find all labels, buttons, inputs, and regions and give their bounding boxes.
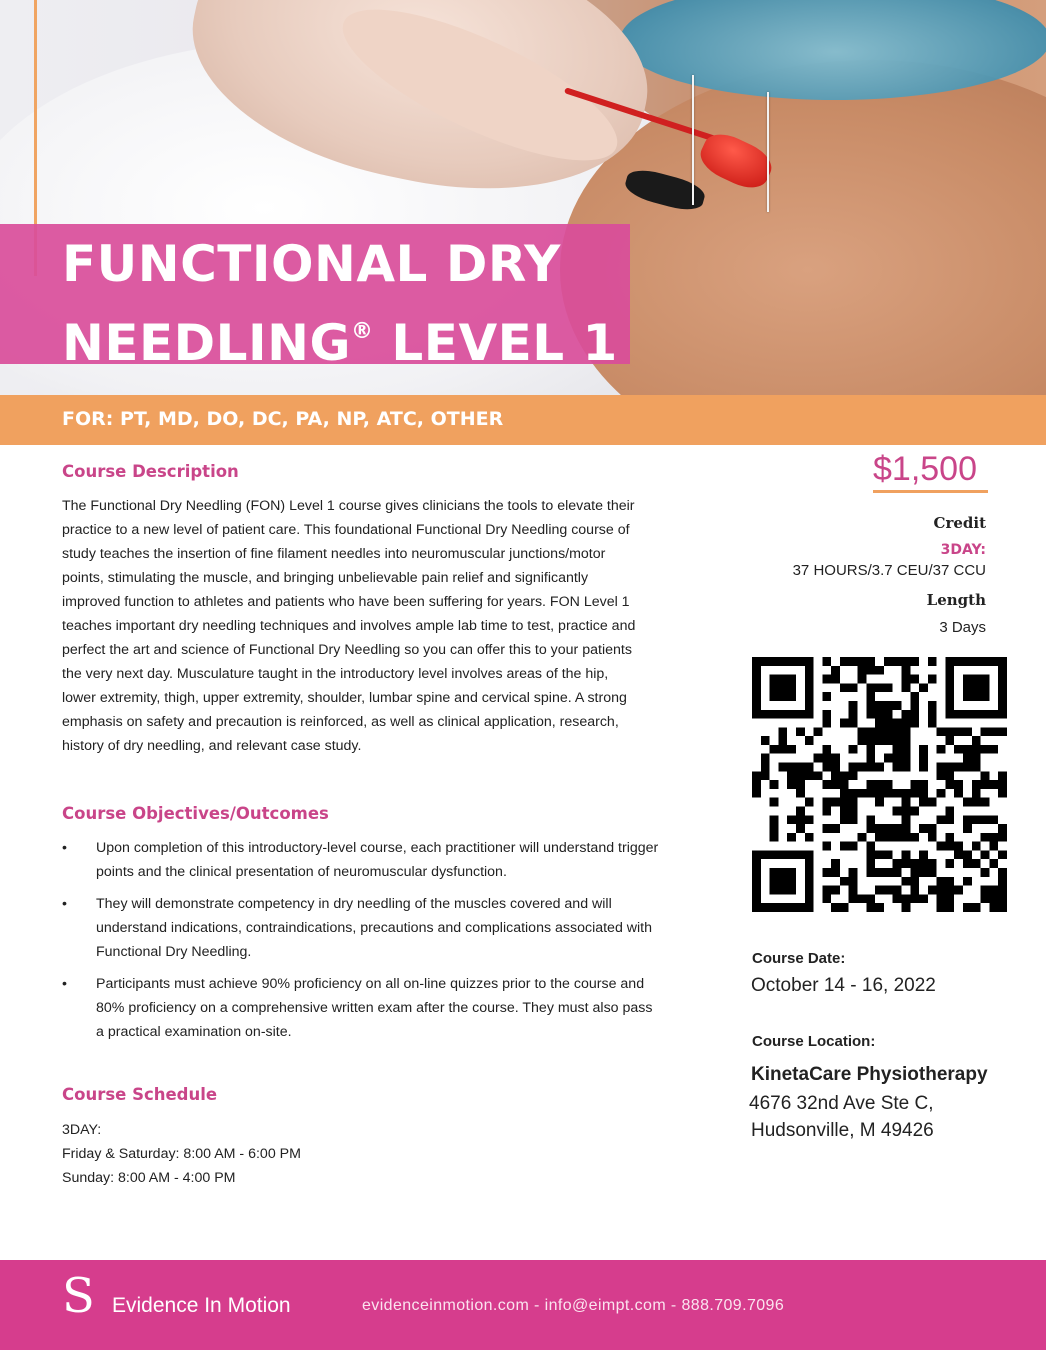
qr-code-icon[interactable] bbox=[752, 657, 1007, 912]
course-location-label: Course Location: bbox=[752, 1033, 876, 1050]
page-title bbox=[62, 230, 618, 377]
bullet-icon: • bbox=[62, 896, 67, 912]
course-schedule-heading: Course Schedule bbox=[62, 1085, 218, 1104]
schedule-line: Friday & Saturday: 8:00 AM - 6:00 PM bbox=[62, 1146, 301, 1162]
footer-brand: Evidence In Motion bbox=[112, 1294, 291, 1317]
evidence-in-motion-logo: S bbox=[62, 1268, 95, 1324]
bullet-icon: • bbox=[62, 976, 67, 992]
title-line-2: NEEDLING bbox=[62, 314, 352, 372]
course-date-label: Course Date: bbox=[752, 950, 846, 967]
objectives-list bbox=[62, 836, 662, 1052]
objective-text: Upon completion of this introductory-level course, each practitioner will understand trigger points and the clinical presentation of neuromuscular dysfunction. bbox=[96, 840, 659, 880]
length-value: 3 Days bbox=[939, 619, 986, 636]
location-city: Hudsonville, M 49426 bbox=[751, 1120, 934, 1141]
credit-label: Credit bbox=[933, 514, 986, 532]
objective-text: They will demonstrate competency in dry needling of the muscles covered and will understand indications, contraindications, precautions and complications associated with Functional Dry Needling. bbox=[96, 896, 653, 960]
list-item bbox=[62, 892, 662, 964]
schedule-line: Sunday: 8:00 AM - 4:00 PM bbox=[62, 1170, 236, 1186]
bullet-icon: • bbox=[62, 840, 67, 856]
hero-needle bbox=[767, 92, 769, 212]
credit-value: 37 HOURS/3.7 CEU/37 CCU bbox=[792, 562, 986, 579]
course-description-text: The Functional Dry Needling (FON) Level 1 course gives clinicians the tools to elevate their practice to a new level of patient care. This foundational Functional Dry Needling course of study teaches the insertion of fine filament needles into neuromuscular junctions/motor points, stimulating the muscle, and bringing unbelievable pain relief and significantly improved function to athletes and patients who have been suffering for years. FON Level 1 teaches important dry needling techniques and involves ample lab time to test, practice and perfect the art and science of Functional Dry Needling so you can offer this to your patients the very next day. Musculature taught in the introductory level involves areas of the hip, lower extremity, thigh, upper extremity, shoulder, lumbar spine and cervical spine. A strong emphasis on safety and precaution is reinforced, as well as clinical application, research, history of dry needling, and relevant case study. bbox=[62, 498, 636, 754]
course-description-heading: Course Description bbox=[62, 462, 239, 481]
location-name: KinetaCare Physiotherapy bbox=[751, 1064, 988, 1085]
schedule-line: 3DAY: bbox=[62, 1122, 102, 1138]
registered-mark: ® bbox=[351, 319, 374, 344]
course-date-value: October 14 - 16, 2022 bbox=[751, 975, 936, 996]
list-item bbox=[62, 972, 662, 1044]
objective-text: Participants must achieve 90% proficiency on all on-line quizzes prior to the course and 80% proficiency on a comprehensive written exam after the course. They must also pass a practical examination on-site. bbox=[96, 976, 653, 1040]
length-label: Length bbox=[926, 591, 986, 609]
course-objectives-heading: Course Objectives/Outcomes bbox=[62, 804, 329, 823]
title-line-1: FUNCTIONAL DRY bbox=[62, 235, 561, 293]
course-schedule bbox=[62, 1118, 301, 1190]
title-level: LEVEL 1 bbox=[373, 314, 618, 372]
course-price: $1,500 bbox=[873, 450, 977, 488]
footer-contact[interactable]: evidenceinmotion.com - info@eimpt.com - 888.709.7096 bbox=[362, 1297, 785, 1314]
price-underline bbox=[873, 490, 988, 493]
list-item bbox=[62, 836, 662, 884]
location-street: 4676 32nd Ave Ste C, bbox=[749, 1093, 934, 1114]
hero-needle bbox=[692, 75, 694, 205]
credit-type: 3DAY: bbox=[940, 542, 986, 558]
audience-text: FOR: PT, MD, DO, DC, PA, NP, ATC, OTHER bbox=[62, 408, 504, 430]
